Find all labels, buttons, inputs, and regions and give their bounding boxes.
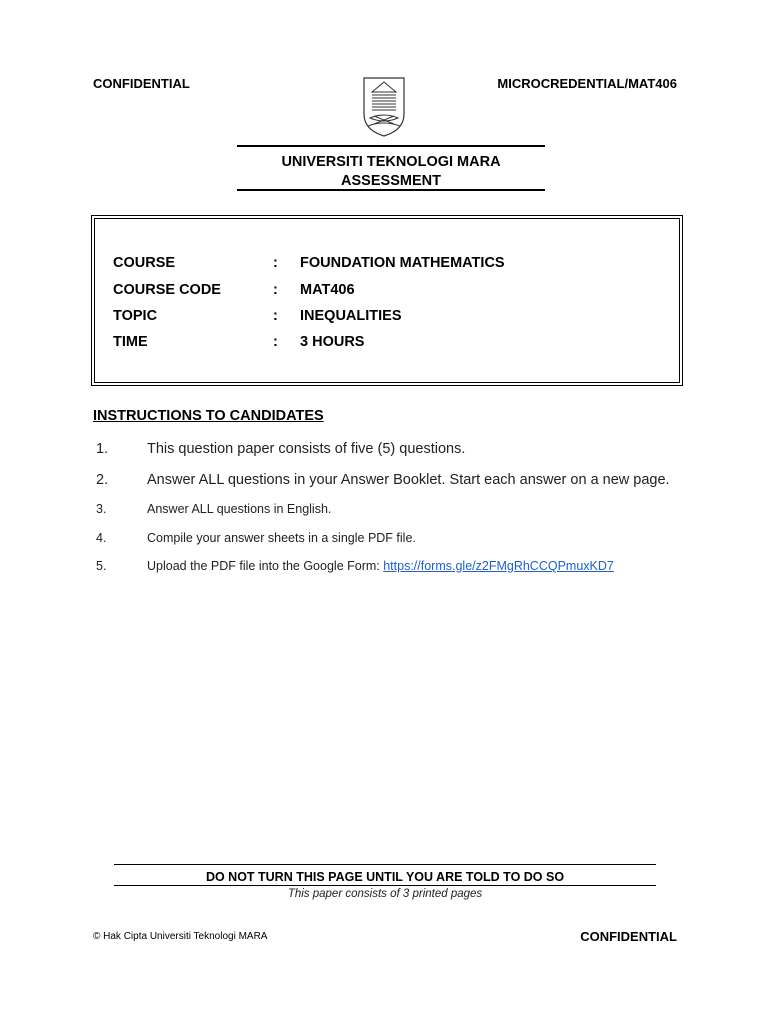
course-info-box [94, 218, 680, 383]
title-top-rule [237, 145, 545, 147]
topic-label: TOPIC [113, 308, 158, 324]
time-label: TIME [113, 334, 148, 350]
do-not-turn-notice: DO NOT TURN THIS PAGE UNTIL YOU ARE TOLD TO DO SO [205, 870, 565, 884]
instruction-number: 4. [96, 531, 107, 545]
instruction-number: 2. [96, 472, 109, 488]
header-confidential: CONFIDENTIAL [93, 76, 190, 91]
instruction-item [96, 502, 696, 522]
instruction-text: Compile your answer sheets in a single PDF file. [147, 531, 416, 545]
google-form-link[interactable]: https://forms.gle/z2FMgRhCCQPmuxKD7 [383, 559, 614, 573]
instruction-number: 1. [96, 441, 109, 457]
time-value: 3 HOURS [300, 334, 365, 350]
instruction-text: This question paper consists of five (5) questions. [147, 441, 466, 457]
instruction-item [96, 559, 696, 579]
footer-confidential: CONFIDENTIAL [580, 929, 677, 944]
instructions-title: INSTRUCTIONS TO CANDIDATES [93, 408, 324, 424]
printed-pages-note: This paper consists of 3 printed pages [287, 888, 483, 900]
instruction-item [96, 441, 696, 461]
copyright-text: © Hak Cipta Universiti Teknologi MARA [93, 931, 268, 942]
university-crest-icon [362, 76, 406, 138]
time-colon: : [273, 334, 278, 350]
course-code-colon: : [273, 282, 278, 298]
instruction-number: 5. [96, 559, 107, 573]
topic-value: INEQUALITIES [300, 308, 402, 324]
assessment-title: ASSESSMENT [341, 173, 441, 189]
course-value: FOUNDATION MATHEMATICS [300, 255, 505, 271]
course-colon: : [273, 255, 278, 271]
course-label: COURSE [113, 255, 176, 271]
instruction-item [96, 472, 696, 492]
instruction-number: 3. [96, 502, 107, 516]
notice-bottom-rule [114, 885, 656, 886]
title-bottom-rule [237, 189, 545, 191]
header-course-ref: MICROCREDENTIAL/MAT406 [497, 76, 677, 91]
course-code-label: COURSE CODE [113, 282, 221, 298]
notice-top-rule [114, 864, 656, 865]
topic-colon: : [273, 308, 278, 324]
course-code-value: MAT406 [300, 282, 355, 298]
university-name: UNIVERSITI TEKNOLOGI MARA [281, 154, 501, 170]
instruction-text: Answer ALL questions in your Answer Booklet. Start each answer on a new page. [147, 472, 670, 488]
instruction-text: Answer ALL questions in English. [147, 502, 332, 516]
instruction-item [96, 531, 696, 551]
instruction-text: Upload the PDF file into the Google Form: [147, 559, 384, 573]
